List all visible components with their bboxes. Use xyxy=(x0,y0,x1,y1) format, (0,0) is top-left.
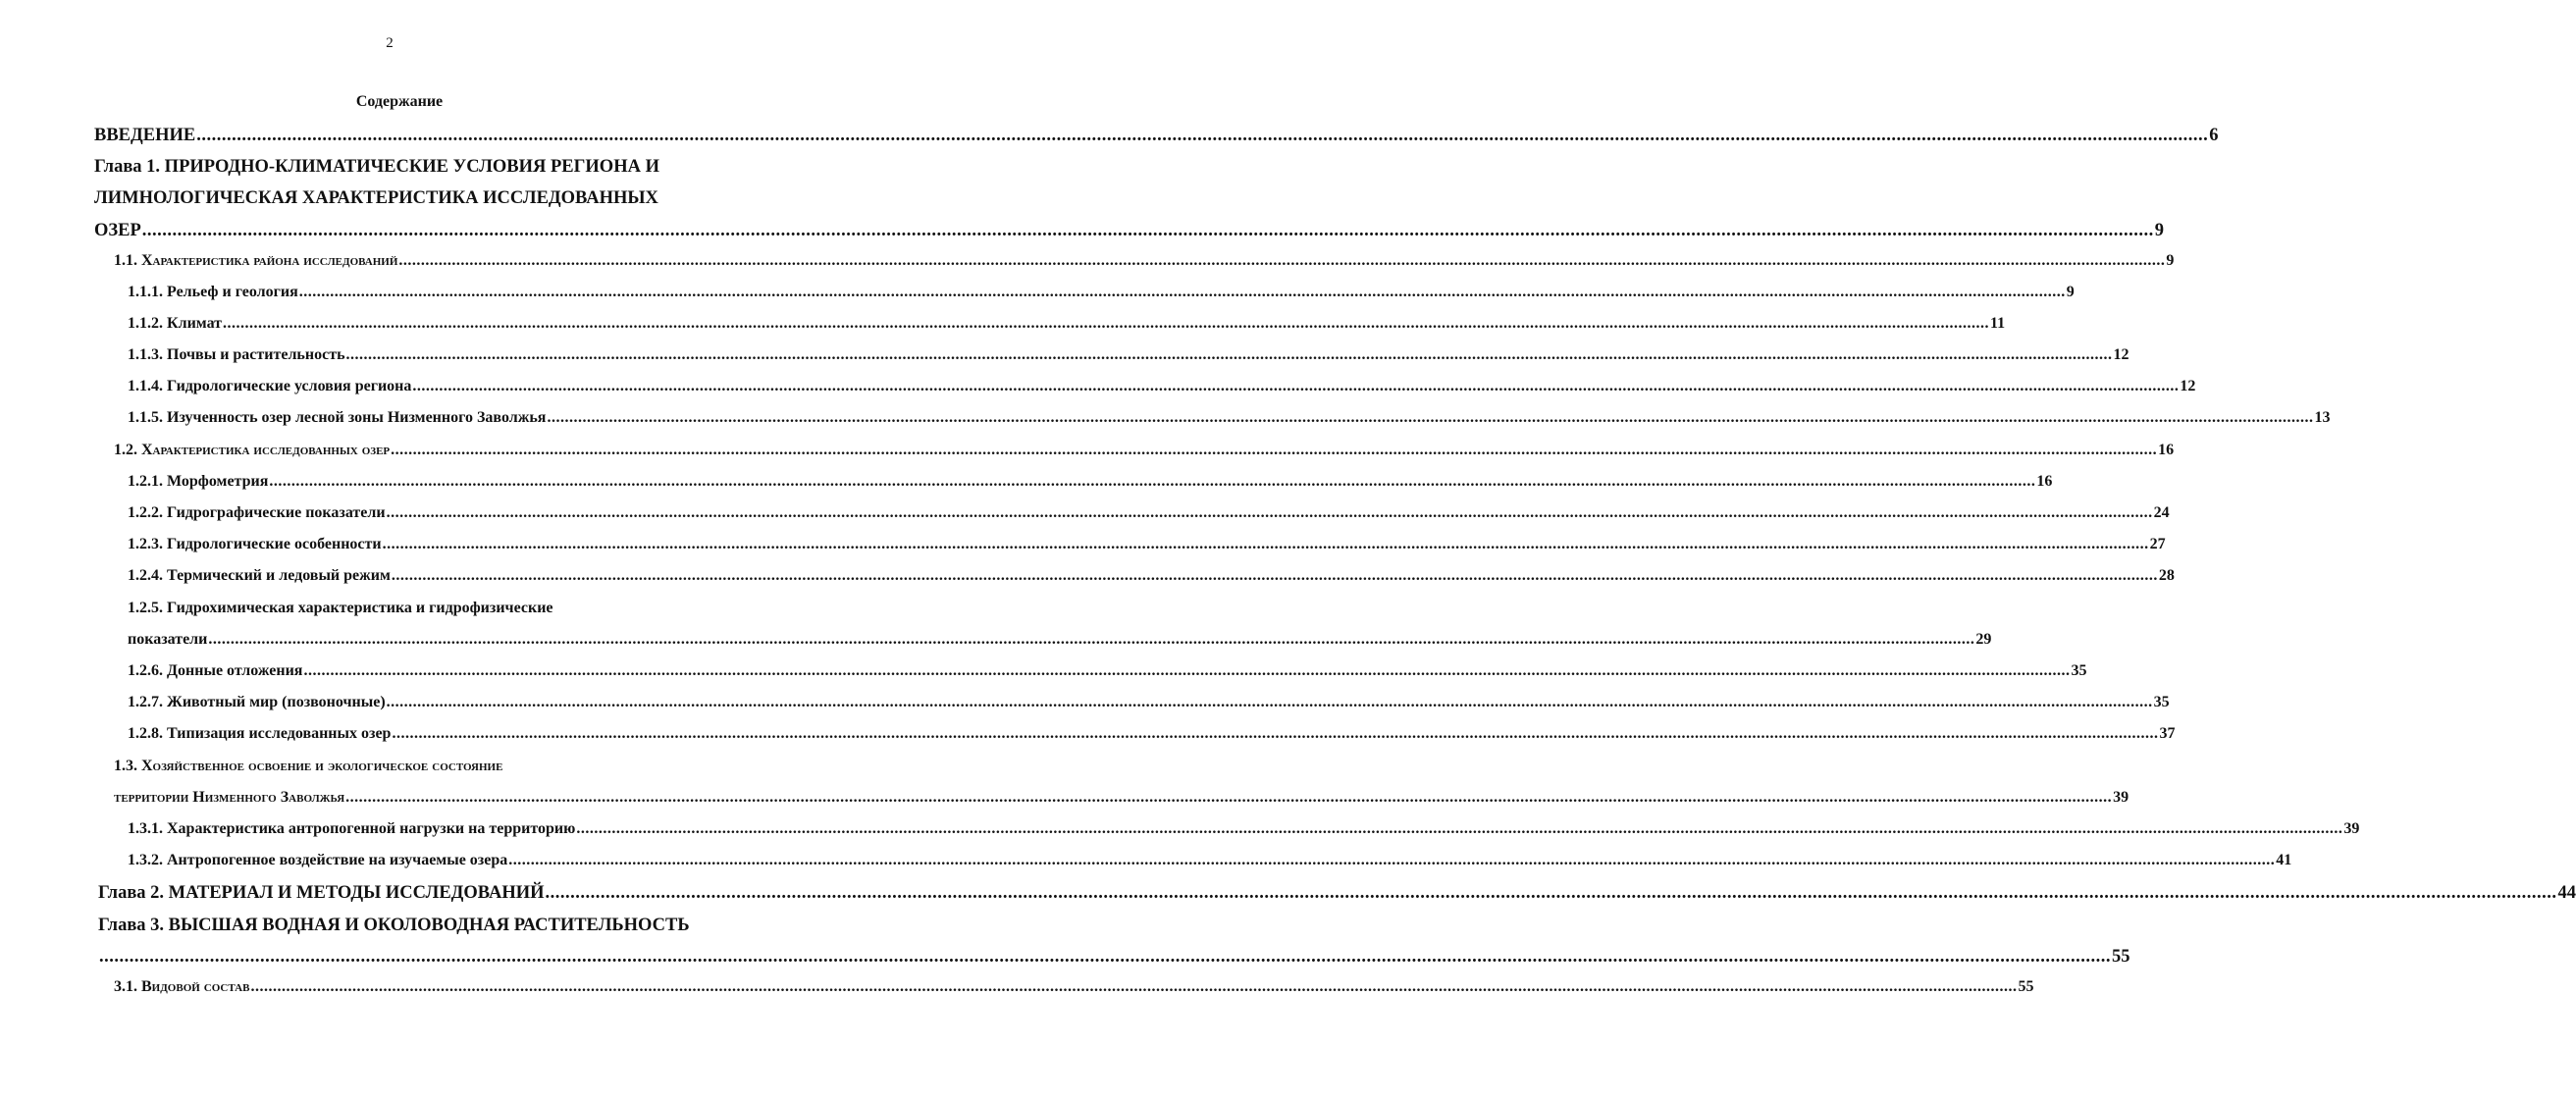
toc-entry-page: 6 xyxy=(2209,126,2219,145)
dot-leader: ................................................................................................................................................................................................................................................................................................................................................................................................................ xyxy=(303,662,2071,679)
toc-entry xyxy=(128,600,553,617)
toc-entry xyxy=(128,567,2175,585)
dot-leader: ................................................................................................................................................................................................................................................................................................................................................................................................................ xyxy=(545,883,2557,903)
toc-entry xyxy=(128,315,2006,333)
toc-entry xyxy=(128,378,2196,395)
toc-entry-title: 1.2.8. Типизация исследованных озер xyxy=(128,725,392,742)
toc-entry-title: 1.3.2. Антропогенное воздействие на изучаемые озера xyxy=(128,852,508,868)
toc-entry-page: 28 xyxy=(2158,567,2175,584)
toc-entry-page: 35 xyxy=(2153,694,2170,710)
toc-entry xyxy=(128,284,2075,301)
toc-entry-page: 9 xyxy=(2154,221,2165,240)
toc-entry-title: ВВЕДЕНИЕ xyxy=(94,126,196,145)
toc-entry-page: 39 xyxy=(2343,820,2360,837)
toc-entry xyxy=(128,694,2170,711)
toc-entry-title: 1.1. Характеристика района исследований xyxy=(114,252,398,269)
toc-entry-title: Глава 1. ПРИРОДНО-КЛИМАТИЧЕСКИЕ УСЛОВИЯ РЕГИОНА И xyxy=(94,157,659,177)
toc-entry xyxy=(128,852,2292,869)
toc-entry-page: 9 xyxy=(2066,284,2075,300)
toc-entry xyxy=(114,252,2175,270)
toc-entry xyxy=(98,916,690,936)
toc-entry xyxy=(94,221,2165,241)
toc-entry xyxy=(128,409,2331,427)
dot-leader: ................................................................................................................................................................................................................................................................................................................................................................................................................ xyxy=(382,536,2149,552)
dot-leader: ................................................................................................................................................................................................................................................................................................................................................................................................................ xyxy=(398,252,2166,269)
toc-entry-page: 9 xyxy=(2166,252,2175,269)
dot-leader: ................................................................................................................................................................................................................................................................................................................................................................................................................ xyxy=(208,631,1975,648)
toc-entry-title: территории Низменного Заволжья xyxy=(114,789,345,806)
toc-entry-title: показатели xyxy=(128,631,208,648)
toc-entry-title: 1.3. Хозяйственное освоение и экологическое состояние xyxy=(114,758,503,774)
dot-leader: ................................................................................................................................................................................................................................................................................................................................................................................................................ xyxy=(576,820,2343,837)
toc-entry-title: 1.1.5. Изученность озер лесной зоны Низменного Заволжья xyxy=(128,409,547,426)
toc-entry-title: 1.2.5. Гидрохимическая характеристика и гидрофизические xyxy=(128,600,553,616)
dot-leader: ................................................................................................................................................................................................................................................................................................................................................................................................................ xyxy=(250,978,2018,995)
toc-entry xyxy=(128,631,1992,649)
toc-entry-title: 1.2.2. Гидрографические показатели xyxy=(128,504,386,521)
toc-entry xyxy=(114,789,2129,807)
toc-entry-title: 1.2.3. Гидрологические особенности xyxy=(128,536,382,552)
toc-entry xyxy=(128,536,2166,553)
toc-entry-title: Глава 2. МАТЕРИАЛ И МЕТОДЫ ИССЛЕДОВАНИЙ xyxy=(98,883,545,903)
toc-entry-page: 12 xyxy=(2113,346,2129,363)
toc-entry-title: 1.3.1. Характеристика антропогенной нагрузки на территорию xyxy=(128,820,576,837)
toc-entry-title: 1.2.6. Донные отложения xyxy=(128,662,303,679)
dot-leader: ................................................................................................................................................................................................................................................................................................................................................................................................................ xyxy=(196,126,2209,145)
page-number: 2 xyxy=(386,35,394,51)
toc-entry-title: 1.1.4. Гидрологические условия региона xyxy=(128,378,412,394)
toc-entry-page: 39 xyxy=(2113,789,2129,806)
dot-leader: ................................................................................................................................................................................................................................................................................................................................................................................................................ xyxy=(99,947,2111,967)
toc-entry-title: 1.2. Характеристика исследованных озер xyxy=(114,442,391,458)
dot-leader: ................................................................................................................................................................................................................................................................................................................................................................................................................ xyxy=(392,725,2159,742)
dot-leader: ................................................................................................................................................................................................................................................................................................................................................................................................................ xyxy=(223,315,1990,332)
dot-leader: ................................................................................................................................................................................................................................................................................................................................................................................................................ xyxy=(141,221,2154,240)
toc-entry xyxy=(98,883,2576,904)
toc-entry xyxy=(128,725,2176,743)
toc-entry xyxy=(128,504,2170,522)
dot-leader: ................................................................................................................................................................................................................................................................................................................................................................................................................ xyxy=(298,284,2066,300)
toc-entry-title: 1.2.1. Морфометрия xyxy=(128,473,269,490)
dot-leader: ................................................................................................................................................................................................................................................................................................................................................................................................................ xyxy=(386,694,2153,710)
toc-entry-title: 1.1.2. Климат xyxy=(128,315,223,332)
toc-entry xyxy=(114,442,2175,459)
toc-entry-page: 41 xyxy=(2276,852,2292,868)
toc-entry xyxy=(114,978,2034,996)
toc-entry-page: 16 xyxy=(2158,442,2175,458)
toc-entry-title: Глава 3. ВЫСШАЯ ВОДНАЯ И ОКОЛОВОДНАЯ РАСТИТЕЛЬНОСТЬ xyxy=(98,916,690,935)
toc-entry-title: ОЗЕР xyxy=(94,221,141,240)
dot-leader: ................................................................................................................................................................................................................................................................................................................................................................................................................ xyxy=(386,504,2153,521)
toc-entry-title: 1.1.1. Рельеф и геология xyxy=(128,284,298,300)
toc-entry-page: 27 xyxy=(2149,536,2166,552)
toc-entry-page: 44 xyxy=(2557,883,2576,903)
toc-entry xyxy=(114,758,502,775)
toc-entry xyxy=(94,188,658,209)
dot-leader: ................................................................................................................................................................................................................................................................................................................................................................................................................ xyxy=(391,442,2158,458)
toc-entry xyxy=(94,157,659,178)
toc-entry-title: 1.1.3. Почвы и растительность xyxy=(128,346,345,363)
dot-leader: ................................................................................................................................................................................................................................................................................................................................................................................................................ xyxy=(345,789,2113,806)
toc-entry xyxy=(128,346,2129,364)
toc-title: Содержание xyxy=(355,93,444,110)
toc-entry-page: 16 xyxy=(2036,473,2053,490)
toc-entry xyxy=(94,126,2219,146)
toc-entry-page: 37 xyxy=(2159,725,2176,742)
dot-leader: ................................................................................................................................................................................................................................................................................................................................................................................................................ xyxy=(508,852,2276,868)
toc-entry-title: 1.2.4. Термический и ледовый режим xyxy=(128,567,391,584)
toc-entry-page: 11 xyxy=(1990,315,2006,332)
dot-leader: ................................................................................................................................................................................................................................................................................................................................................................................................................ xyxy=(269,473,2036,490)
toc-entry-page: 12 xyxy=(2180,378,2196,394)
toc-entry-title: 3.1. Видовой состав xyxy=(114,978,250,995)
toc-entry xyxy=(128,473,2053,491)
toc-entry-page: 55 xyxy=(2018,978,2034,995)
dot-leader: ................................................................................................................................................................................................................................................................................................................................................................................................................ xyxy=(412,378,2180,394)
dot-leader: ................................................................................................................................................................................................................................................................................................................................................................................................................ xyxy=(345,346,2113,363)
toc-entry xyxy=(98,947,2130,968)
toc-entry-page: 29 xyxy=(1975,631,1992,648)
toc-entry-page: 24 xyxy=(2153,504,2170,521)
toc-entry-title: ЛИМНОЛОГИЧЕСКАЯ ХАРАКТЕРИСТИКА ИССЛЕДОВАННЫХ xyxy=(94,188,658,208)
dot-leader: ................................................................................................................................................................................................................................................................................................................................................................................................................ xyxy=(391,567,2158,584)
toc-entry-title: 1.2.7. Животный мир (позвоночные) xyxy=(128,694,386,710)
toc-entry-page: 13 xyxy=(2314,409,2331,426)
toc-entry xyxy=(128,820,2360,838)
toc-entry-page: 55 xyxy=(2112,947,2130,967)
toc-entry-page: 35 xyxy=(2071,662,2087,679)
toc-entry xyxy=(128,662,2087,680)
dot-leader: ................................................................................................................................................................................................................................................................................................................................................................................................................ xyxy=(547,409,2314,426)
